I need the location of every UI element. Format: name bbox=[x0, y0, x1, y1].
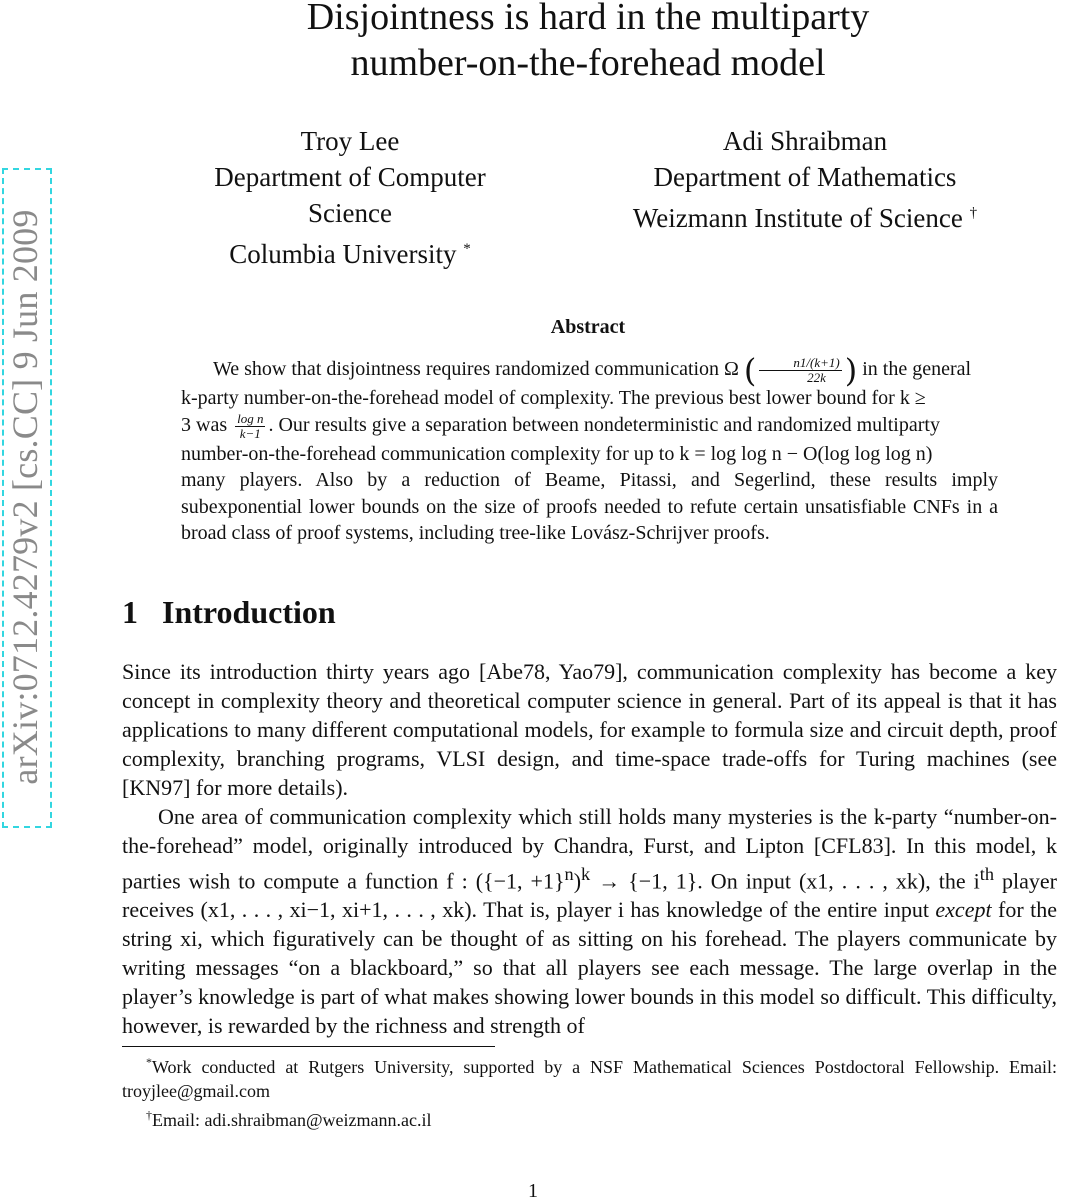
author-1-footnote-mark: * bbox=[463, 241, 471, 257]
emphasis: except bbox=[935, 897, 992, 923]
paragraph-2 bbox=[122, 802, 1057, 1040]
paragraph-text: for the string xi, which figuratively can be thought of as sitting on his forehead. The players communicate by writing messages “on a blackboard,” so that all players see each message. The large overlap in the player’s knowledge is part of what makes showing lower bounds in this model so difficult. This difficulty, however, is rewarded by the richness and strength of bbox=[122, 897, 1057, 1039]
footnote-text: Email: adi.shraibman@weizmann.ac.il bbox=[152, 1110, 432, 1130]
footnote-2 bbox=[122, 1103, 1057, 1132]
paren-close: ) bbox=[844, 351, 858, 390]
paragraph-1: Since its introduction thirty years ago [Abe78, Yao79], communication complexity has become a key concept in complexity theory and theoretical computer science in general. Part of its appeal is that it has applications to many different computational models, for example to formula size and circuit depth, proof complexity, branching programs, VLSI design, and time-space trade-offs for Turing machines (see [KN97] for more details). bbox=[122, 659, 1057, 800]
superscript: n bbox=[564, 864, 574, 884]
section-number: 1 bbox=[122, 594, 138, 630]
footnotes bbox=[122, 1050, 1057, 1132]
superscript: k bbox=[581, 864, 591, 884]
fraction-denominator: 22k bbox=[807, 370, 826, 385]
paragraph-text: ) bbox=[573, 868, 582, 894]
paper-title bbox=[120, 0, 1056, 86]
footnote-mark: † bbox=[146, 1108, 152, 1122]
abstract-text: We show that disjointness requires randomized communication Ω bbox=[213, 358, 739, 381]
abstract-line-1 bbox=[181, 351, 998, 390]
complexity-fraction bbox=[759, 356, 841, 385]
author-2-name: Adi Shraibman bbox=[722, 126, 888, 156]
abstract-text: in the general bbox=[862, 358, 972, 381]
title-line-2: number-on-the-forehead model bbox=[350, 42, 826, 84]
introduction-body bbox=[122, 657, 1057, 1040]
author-block bbox=[120, 123, 1056, 269]
abstract-line-3 bbox=[181, 412, 998, 441]
footnote-mark: * bbox=[146, 1055, 152, 1069]
section-heading bbox=[122, 594, 336, 631]
paragraph-text: player receives (x1, . . . , xi−1, xi+1, . . . , xk). That is, player i has knowledge of the entire input bbox=[122, 868, 1058, 923]
title-line-1: Disjointness is hard in the multiparty bbox=[306, 0, 870, 38]
fraction-denominator: k−1 bbox=[239, 425, 261, 441]
footnote-text: Work conducted at Rutgers University, supported by a NSF Mathematical Sciences Postdoctoral Fellowship. Email: troyjlee@gmail.com bbox=[122, 1057, 1057, 1101]
superscript: th bbox=[979, 864, 995, 884]
author-2 bbox=[625, 123, 985, 236]
previous-bound-fraction bbox=[235, 412, 265, 441]
author-2-dept: Department of Mathematics bbox=[653, 162, 957, 192]
page-number: 1 bbox=[528, 1180, 538, 1202]
section-title: Introduction bbox=[162, 594, 336, 630]
footnote-1 bbox=[122, 1050, 1057, 1103]
author-2-inst-line bbox=[625, 195, 985, 236]
arxiv-identifier: arXiv:0712.4279v2 [cs.CC] 9 Jun 2009 bbox=[5, 209, 45, 785]
abstract-line-5: many players. Also by a reduction of Beame, Pitassi, and Segerlind, these results imply subexponential lower bounds on the size of proofs needed to refute certain unsatisfiable CNFs in a broad class of proof systems, including tree-like Lovász-Schrijver proofs. bbox=[181, 469, 998, 545]
fraction-numerator: n1/(k+1) bbox=[759, 356, 841, 371]
fraction-numerator: log n bbox=[237, 410, 264, 426]
paragraph-text: One area of communication complexity which still holds many mysteries is the k-party “number-on-the-forehead” model, originally introduced by Chandra, Furst, and Lipton [CFL83]. In this model, k parties wish to compute a function f : ({−1, +1} bbox=[122, 804, 1057, 894]
abstract-text: 3 was bbox=[181, 413, 233, 436]
paragraph-text: → {−1, 1}. On input (x1, . . . , xk), the i bbox=[590, 868, 980, 894]
footnote-rule bbox=[122, 1046, 495, 1047]
author-1-dept: Department of Computer Science bbox=[214, 162, 486, 228]
abstract-text: . Our results give a separation between nondeterministic and randomized multiparty bbox=[268, 413, 940, 436]
abstract-body bbox=[181, 351, 998, 547]
author-1-inst-line bbox=[180, 231, 520, 272]
author-1-inst: Columbia University bbox=[229, 239, 457, 269]
author-1-name: Troy Lee bbox=[300, 126, 400, 156]
author-2-inst: Weizmann Institute of Science bbox=[632, 203, 963, 233]
author-1 bbox=[180, 123, 520, 272]
author-2-footnote-mark: † bbox=[969, 205, 978, 221]
paren-open: ( bbox=[743, 351, 757, 390]
abstract-line-2: k-party number-on-the-forehead model of complexity. The previous best lower bound for k ≥ bbox=[181, 387, 926, 409]
abstract-line-4: number-on-the-forehead communication complexity for up to k = log log n − O(log log log n) bbox=[181, 442, 933, 465]
abstract-heading: Abstract bbox=[550, 316, 626, 338]
